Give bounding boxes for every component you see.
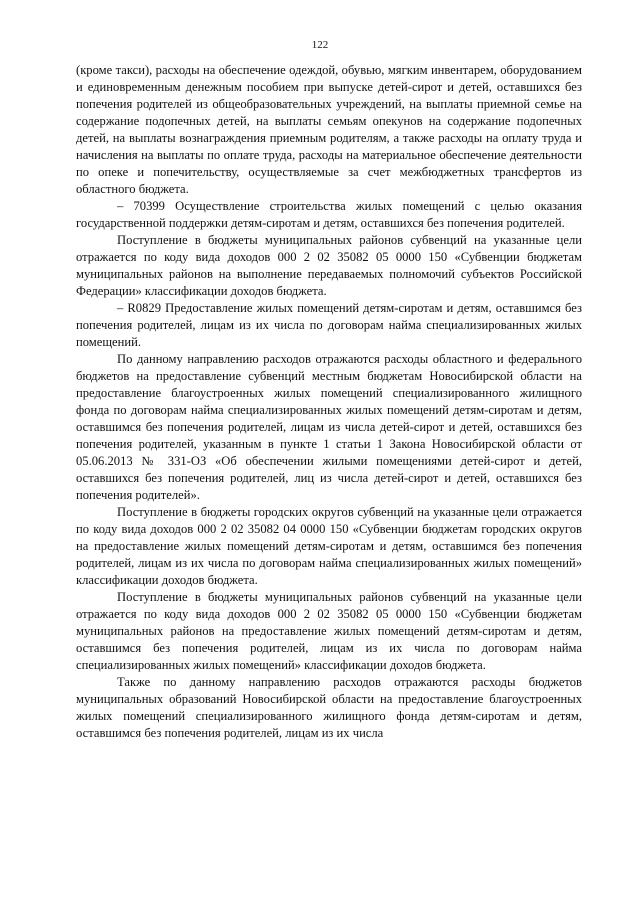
paragraph-3: Поступление в бюджеты муниципальных районов субвенций на указанные цели отражается по коду вида доходов 000 2 02 35082 05 0000 150 «Субвенции бюджетам муниципальных районов на выполнение передаваемых полномочий субъектов Российской Федерации» классификации доходов бюджета.	[76, 233, 582, 298]
page-number: 122	[311, 39, 329, 51]
paragraph-6: Поступление в бюджеты городских округов субвенций на указанные цели отражается по коду вида доходов 000 2 02 35082 04 0000 150 «Субвенции бюджетам городских округов на предоставление жилых помещений детям-сиротам и детям, оставшимся без попечения родителей, лицам из их числа по договорам найма специализированных жилых помещений» классификации доходов бюджета.	[76, 505, 582, 587]
document-body	[76, 62, 582, 742]
paragraph-4: – R0829 Предоставление жилых помещений детям-сиротам и детям, оставшимся без попечения родителей, лицам из их числа по договорам найма специализированных жилых помещений.	[76, 301, 582, 349]
paragraph-5: По данному направлению расходов отражаются расходы областного и федерального бюджетов на предоставление субвенций местным бюджетам Новосибирской области на предоставление благоустроенных жилых помещений специализированного жилищного фонда по договорам найма специализированных жилых помещений детям-сиротам и детям, оставшимся без попечения родителей, лицам из числа детей-сирот и детей, оставшихся без попечения родителей, указанным в пункте 1 статьи 1 Закона Новосибирской области от 05.06.2013 № 331-ОЗ «Об обеспечении жилыми помещениями детей-сирот и детей, оставшихся без попечения родителей, лиц из числа детей-сирот и детей, оставшихся без попечения родителей».	[76, 352, 582, 502]
paragraph-8: Также по данному направлению расходов отражаются расходы бюджетов муниципальных образований Новосибирской области на предоставление благоустроенных жилых помещений специализированного жилищного фонда детям-сиротам и детям, оставшимся без попечения родителей, лицам из их числа	[76, 675, 582, 740]
paragraph-1: (кроме такси), расходы на обеспечение одеждой, обувью, мягким инвентарем, оборудованием и единовременным денежным пособием при выпуске детей-сирот и детей, оставшихся без попечения родителей из общеобразовательных учреждений, на выплаты приемной семье на содержание подопечных детей, на выплаты семьям опекунов на содержание подопечных детей, на выплаты вознаграждения приемным родителям, а также расходы на оплату труда и начисления на выплаты по оплате труда, расходы на материальное обеспечение деятельности по опеке и попечительству, осуществляемые за счет межбюджетных трансфертов из областного бюджета.	[76, 63, 582, 196]
paragraph-2: – 70399 Осуществление строительства жилых помещений с целью оказания государственной поддержки детям-сиротам и детям, оставшихся без попечения родителей.	[76, 199, 582, 230]
paragraph-7: Поступление в бюджеты муниципальных районов субвенций на указанные цели отражается по коду вида доходов 000 2 02 35082 05 0000 150 «Субвенции бюджетам муниципальных районов на предоставление жилых помещений детям-сиротам и детям, оставшимся без попечения родителей, лицам из их числа по договорам найма специализированных жилых помещений» классификации доходов бюджета.	[76, 590, 582, 672]
